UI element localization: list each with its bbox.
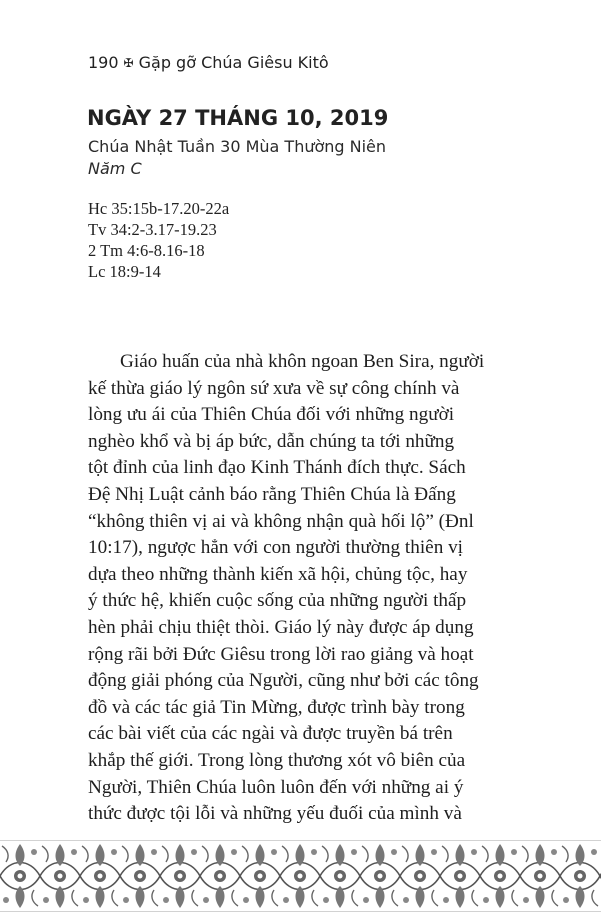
- body-line: Giáo huấn của nhà khôn ngoan Ben Sira, người: [120, 351, 485, 372]
- reading-reference: Tv 34:2-3.17-19.23: [88, 220, 217, 239]
- body-line: các bài viết của các ngài và được truyền bá trên: [88, 723, 453, 745]
- readings-list: [88, 198, 229, 282]
- liturgical-day: Chúa Nhật Tuần 30 Mùa Thường Niên: [88, 137, 387, 156]
- body-line: kế thừa giáo lý ngôn sứ xưa về sự công chính và: [88, 377, 460, 399]
- running-header: [88, 53, 329, 72]
- body-line: tột đỉnh của linh đạo Kinh Thánh đích thực. Sách: [88, 457, 466, 479]
- date-title: NGÀY 27 THÁNG 10, 2019: [87, 106, 389, 130]
- body-line: ý thức hệ, khiến cuộc sống của những người thấp: [88, 590, 467, 612]
- body-line: động giải phóng của Người, cũng như bởi các tông: [88, 670, 479, 692]
- floral-border-ornament: [0, 840, 601, 912]
- cross-icon: ✠: [123, 55, 134, 70]
- body-line: dựa theo những thành kiến xã hội, chủng tộc, hay: [88, 563, 468, 585]
- body-line: rộng rãi bởi Đức Giêsu trong lời rao giảng và hoạt: [88, 643, 474, 665]
- body-line: thức được tội lỗi và những yếu đuối của mình và: [88, 803, 462, 825]
- book-title: Gặp gỡ Chúa Giêsu Kitô: [138, 53, 329, 72]
- body-line: khắp thế giới. Trong lòng thương xót vô biên của: [88, 749, 466, 771]
- body-line: Đệ Nhị Luật cảnh báo rằng Thiên Chúa là Đấng: [88, 483, 456, 505]
- reading-reference: 2 Tm 4:6-8.16-18: [88, 241, 205, 260]
- liturgical-year: Năm C: [88, 159, 142, 178]
- body-paragraph: [88, 349, 502, 828]
- body-line: nghèo khổ và bị áp bức, dẫn chúng ta tới những: [88, 430, 455, 452]
- body-line: lòng ưu ái của Thiên Chúa đối với những người: [88, 404, 455, 426]
- body-line: Người, Thiên Chúa luôn luôn đến với những ai ý: [88, 776, 464, 798]
- body-line: 10:17), ngược hẳn với con người thường thiên vị: [88, 537, 464, 559]
- reading-reference: Hc 35:15b-17.20-22a: [88, 199, 230, 218]
- page-number: 190: [88, 53, 119, 72]
- body-line: hèn phải chịu thiệt thòi. Giáo lý này được áp dụng: [88, 616, 474, 638]
- body-line: đồ và các tác giả Tin Mừng, được trình bày trong: [88, 696, 465, 718]
- reading-reference: Lc 18:9-14: [88, 262, 161, 281]
- body-line: “không thiên vị ai và không nhận quà hối lộ” (Đnl: [88, 510, 474, 532]
